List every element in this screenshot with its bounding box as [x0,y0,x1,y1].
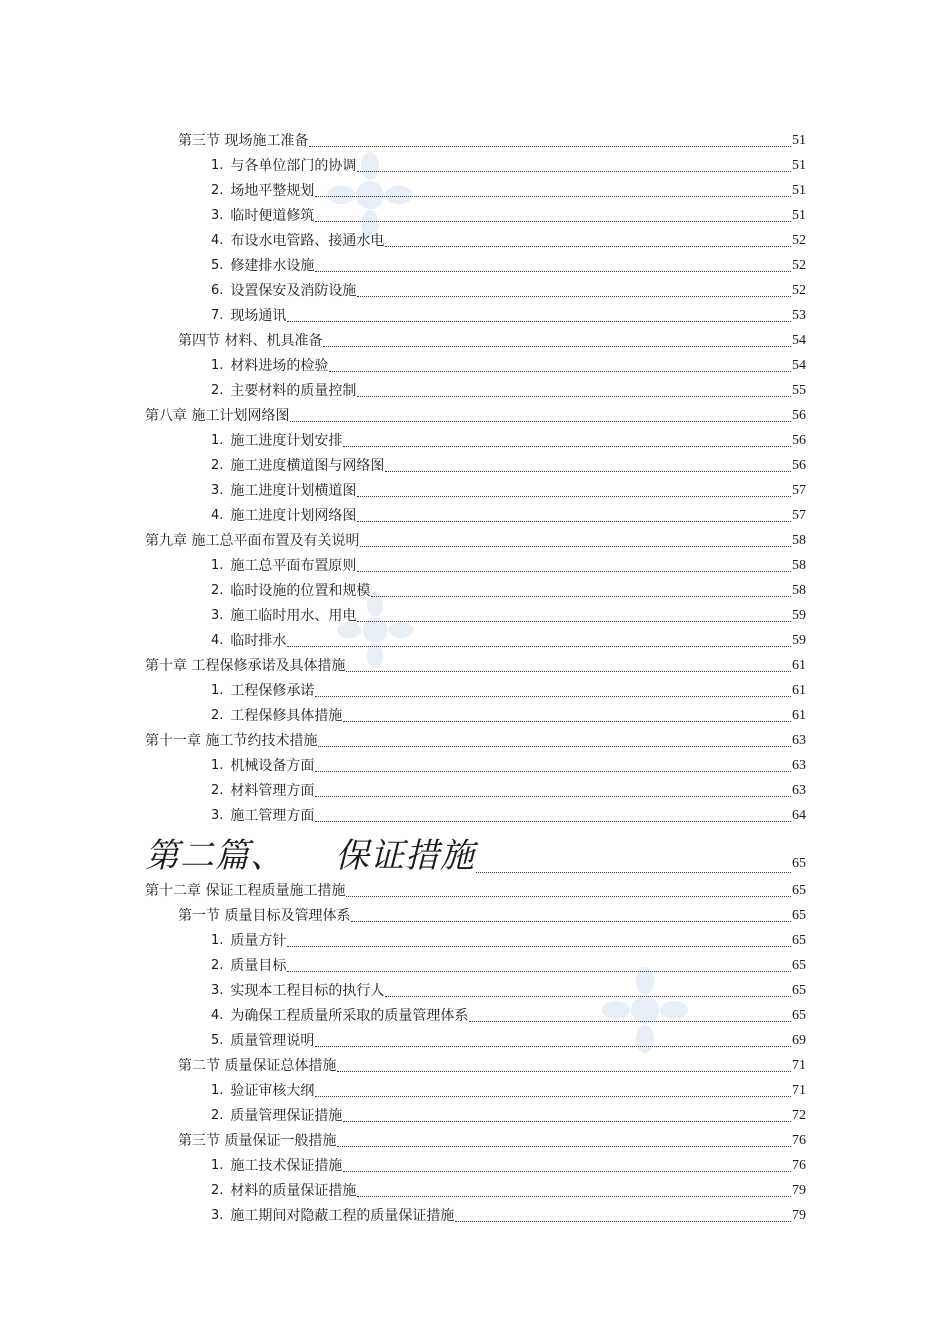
toc-entry-title: 第三节 质量保证一般措施 [178,1133,337,1149]
toc-page-number: 65 [792,908,806,923]
toc-entry[interactable] [0,1050,950,1075]
toc-entry-number: 3. [211,483,224,498]
toc-entry[interactable] [0,300,950,325]
toc-entry[interactable] [0,500,950,525]
dot-leader [455,1220,791,1222]
toc-page-number: 65 [792,933,806,948]
dot-leader [318,745,791,747]
toc-entry-number: 1. [211,933,224,948]
toc-page-number: 54 [792,333,806,348]
toc-entry-number: 4. [211,233,224,248]
dot-leader [385,470,791,472]
toc-entry-title: 布设水电管路、接通水电 [230,233,385,249]
toc-entry[interactable] [0,1075,950,1100]
toc-entry-title: 施工管理方面 [230,808,315,824]
toc-entry-number: 4. [211,1008,224,1023]
toc-entry[interactable] [0,375,950,400]
toc-entry-title: 第四节 材料、机具准备 [178,333,323,349]
toc-entry-title: 第十一章 施工节约技术措施 [145,733,318,749]
dot-leader [287,320,791,322]
toc-page-number: 51 [792,133,806,148]
toc-entry-number: 1. [211,158,224,173]
toc-entry[interactable] [0,1125,950,1150]
toc-entry[interactable] [0,325,950,350]
toc-page-number: 53 [792,308,806,323]
toc-page-number: 65 [792,958,806,973]
toc-entry-title: 质量管理保证措施 [230,1108,343,1124]
toc-page-number: 59 [792,608,806,623]
toc-entry-number: 2. [211,583,224,598]
toc-entry-number: 7. [211,308,224,323]
table-of-contents [0,125,950,1225]
toc-entry[interactable] [0,400,950,425]
dot-leader [357,295,791,297]
toc-entry-title: 机械设备方面 [230,758,315,774]
toc-entry[interactable] [0,675,950,700]
toc-page-number: 64 [792,808,806,823]
toc-entry-title: 第十章 工程保修承诺及具体措施 [145,658,346,674]
toc-entry-title: 施工总平面布置原则 [230,558,357,574]
toc-page-number: 79 [792,1183,806,1198]
toc-entry[interactable] [0,775,950,800]
dot-leader [343,1120,791,1122]
dot-leader [323,345,791,347]
toc-entry-number: 2. [211,183,224,198]
toc-entry[interactable] [0,750,950,775]
toc-entry-title: 第八章 施工计划网络图 [145,408,290,424]
toc-page-number: 63 [792,733,806,748]
toc-page-number: 51 [792,183,806,198]
toc-entry-number: 1. [211,1083,224,1098]
toc-entry-number: 2. [211,1108,224,1123]
toc-entry-number: 1. [211,558,224,573]
toc-entry-number: 3. [211,208,224,223]
toc-page-number: 63 [792,783,806,798]
toc-entry-number: 5. [211,258,224,273]
toc-entry[interactable] [0,950,950,975]
dot-leader [346,895,791,897]
toc-entry[interactable] [0,1150,950,1175]
dot-leader [287,970,791,972]
dot-leader [351,920,791,922]
toc-entry-title: 场地平整规划 [230,183,315,199]
dot-leader [315,195,791,197]
toc-entry-title: 设置保安及消防设施 [230,283,357,299]
dot-leader [357,170,791,172]
toc-entry-title: 施工临时用水、用电 [230,608,357,624]
toc-page-number: 69 [792,1033,806,1048]
toc-entry[interactable] [0,250,950,275]
toc-page-number: 56 [792,458,806,473]
toc-entry[interactable] [0,1000,950,1025]
dot-leader [343,1170,791,1172]
toc-part-heading[interactable] [0,825,950,875]
toc-entry[interactable] [0,225,950,250]
toc-entry-number: 2. [211,708,224,723]
toc-entry[interactable] [0,600,950,625]
toc-entry[interactable] [0,175,950,200]
toc-entry[interactable] [0,625,950,650]
toc-entry-title: 第二节 质量保证总体措施 [178,1058,337,1074]
toc-entry-title: 施工进度计划网络图 [230,508,357,524]
toc-entry-title: 现场通讯 [230,308,287,324]
toc-page-number: 57 [792,508,806,523]
toc-page-number: 55 [792,383,806,398]
dot-leader [309,145,791,147]
dot-leader [337,1070,791,1072]
toc-entry-title: 施工技术保证措施 [230,1158,343,1174]
toc-entry-title [145,837,475,875]
toc-entry-number: 1. [211,758,224,773]
dot-leader [357,620,791,622]
toc-page-number: 65 [792,883,806,898]
dot-leader [343,445,791,447]
dot-leader [343,720,791,722]
toc-entry-title: 工程保修承诺 [230,683,315,699]
toc-entry[interactable] [0,150,950,175]
toc-entry-title: 工程保修具体措施 [230,708,343,724]
part-title: 保证措施 [335,836,475,876]
part-number: 第二篇、 [145,836,285,876]
toc-page-number: 57 [792,483,806,498]
toc-entry-title: 临时设施的位置和规模 [230,583,371,599]
toc-entry[interactable] [0,1025,950,1050]
toc-entry-title: 第一节 质量目标及管理体系 [178,908,351,924]
toc-entry-title: 质量管理说明 [230,1033,315,1049]
toc-page-number: 52 [792,233,806,248]
toc-entry[interactable] [0,875,950,900]
dot-leader [357,570,791,572]
toc-page-number: 52 [792,283,806,298]
toc-entry-title: 质量方针 [230,933,287,949]
toc-entry-title: 实现本工程目标的执行人 [230,983,385,999]
toc-entry-title: 主要材料的质量控制 [230,383,357,399]
toc-page-number: 52 [792,258,806,273]
toc-entry-title: 第九章 施工总平面布置及有关说明 [145,533,360,549]
toc-entry-title: 第三节 现场施工准备 [178,133,309,149]
toc-entry-title: 材料进场的检验 [230,358,329,374]
dot-leader [476,871,791,873]
toc-entry[interactable] [0,200,950,225]
toc-page-number: 79 [792,1208,806,1223]
toc-entry-title: 材料的质量保证措施 [230,1183,357,1199]
toc-page-number: 61 [792,658,806,673]
toc-entry-title: 质量目标 [230,958,287,974]
toc-entry-number: 3. [211,1208,224,1223]
toc-entry[interactable] [0,550,950,575]
toc-entry-title: 修建排水设施 [230,258,315,274]
toc-entry-title: 为确保工程质量所采取的质量管理体系 [230,1008,469,1024]
dot-leader [315,770,791,772]
dot-leader [315,1045,791,1047]
toc-entry-title: 施工进度横道图与网络图 [230,458,385,474]
dot-leader [385,995,791,997]
toc-page-number: 71 [792,1058,806,1073]
toc-entry[interactable] [0,350,950,375]
toc-entry-number: 3. [211,808,224,823]
dot-leader [329,370,791,372]
toc-entry[interactable] [0,475,950,500]
toc-entry[interactable] [0,425,950,450]
toc-page-number: 51 [792,158,806,173]
dot-leader [385,245,791,247]
toc-entry[interactable] [0,975,950,1000]
toc-entry-title: 第十二章 保证工程质量施工措施 [145,883,346,899]
toc-page-number: 65 [792,1008,806,1023]
toc-entry-number: 5. [211,1033,224,1048]
toc-entry-title: 材料管理方面 [230,783,315,799]
toc-entry-number: 2. [211,1183,224,1198]
toc-page-number: 58 [792,533,806,548]
toc-page-number: 59 [792,633,806,648]
toc-entry[interactable] [0,900,950,925]
toc-entry[interactable] [0,800,950,825]
toc-entry[interactable] [0,700,950,725]
toc-page-number: 76 [792,1158,806,1173]
toc-page-number: 72 [792,1108,806,1123]
toc-entry-number: 2. [211,458,224,473]
dot-leader [290,420,791,422]
dot-leader [315,220,791,222]
dot-leader [287,645,791,647]
dot-leader [315,820,791,822]
toc-entry-number: 3. [211,983,224,998]
dot-leader [469,1020,791,1022]
dot-leader [357,1195,791,1197]
toc-page-number: 61 [792,683,806,698]
toc-entry[interactable] [0,275,950,300]
toc-entry-title: 施工进度计划安排 [230,433,343,449]
toc-page-number: 51 [792,208,806,223]
toc-entry-title: 临时便道修筑 [230,208,315,224]
toc-entry[interactable] [0,125,950,150]
toc-page-number: 76 [792,1133,806,1148]
toc-entry-number: 6. [211,283,224,298]
toc-entry-title: 临时排水 [230,633,287,649]
toc-entry-number: 4. [211,633,224,648]
toc-entry-number: 1. [211,358,224,373]
toc-page-number: 56 [792,433,806,448]
toc-entry[interactable] [0,450,950,475]
dot-leader [315,1095,791,1097]
toc-entry-title: 验证审核大纲 [230,1083,315,1099]
dot-leader [357,495,791,497]
toc-entry-title: 与各单位部门的协调 [230,158,357,174]
toc-page-number: 63 [792,758,806,773]
dot-leader [357,395,791,397]
toc-entry[interactable] [0,650,950,675]
toc-page-number: 56 [792,408,806,423]
dot-leader [315,695,791,697]
toc-page-number: 65 [792,856,806,871]
toc-entry[interactable] [0,1100,950,1125]
toc-entry-number: 2. [211,783,224,798]
toc-entry[interactable] [0,1200,950,1225]
dot-leader [337,1145,791,1147]
toc-entry-number: 4. [211,508,224,523]
toc-page-number: 71 [792,1083,806,1098]
toc-entry[interactable] [0,925,950,950]
dot-leader [360,545,791,547]
toc-page-number: 65 [792,983,806,998]
toc-entry-number: 2. [211,958,224,973]
toc-entry[interactable] [0,575,950,600]
toc-entry-number: 3. [211,608,224,623]
dot-leader [371,595,791,597]
toc-entry[interactable] [0,525,950,550]
toc-entry-title: 施工进度计划横道图 [230,483,357,499]
dot-leader [315,270,791,272]
dot-leader [315,795,791,797]
dot-leader [357,520,791,522]
toc-page-number: 54 [792,358,806,373]
toc-entry[interactable] [0,1175,950,1200]
toc-page-number: 58 [792,583,806,598]
dot-leader [346,670,791,672]
toc-page-number: 58 [792,558,806,573]
toc-entry[interactable] [0,725,950,750]
toc-entry-number: 2. [211,383,224,398]
dot-leader [287,945,791,947]
toc-entry-title: 施工期间对隐蔽工程的质量保证措施 [230,1208,455,1224]
toc-page-number: 61 [792,708,806,723]
toc-entry-number: 1. [211,683,224,698]
toc-entry-number: 1. [211,1158,224,1173]
toc-entry-number: 1. [211,433,224,448]
